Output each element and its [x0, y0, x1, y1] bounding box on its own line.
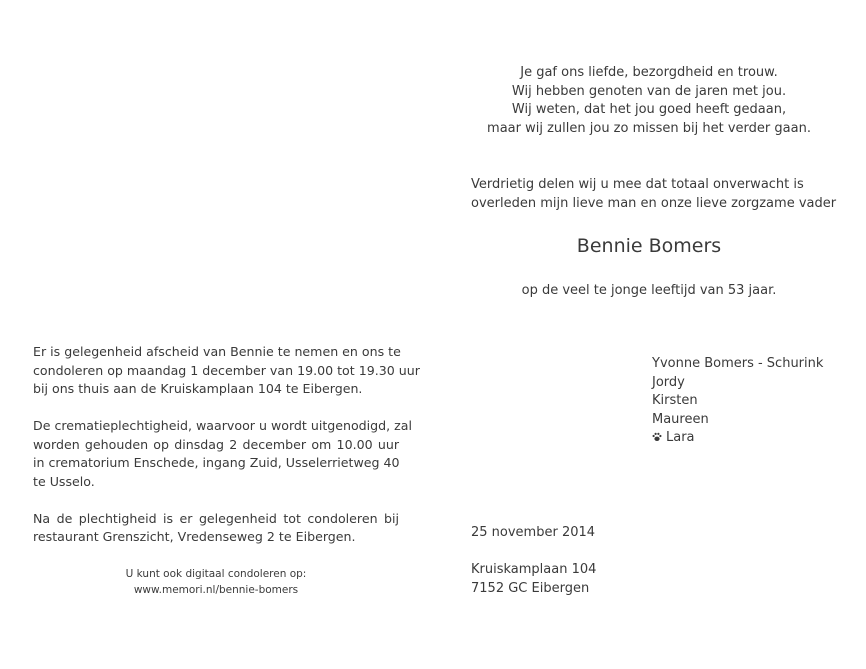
announcement-text: [471, 176, 851, 213]
visitation-paragraph: [33, 343, 420, 399]
announcement-line: overleden mijn lieve man en onze lieve zorgzame vader: [471, 195, 837, 211]
family-member: Maureen: [652, 411, 709, 427]
family-list: [652, 355, 862, 448]
paragraph-line: Na de plechtigheid is er gelegenheid tot condoleren bij: [33, 510, 399, 526]
family-member: Yvonne Bomers - Schurink: [652, 356, 824, 371]
paw-print-icon: [652, 432, 662, 442]
paragraph-line: worden gehouden op dinsdag 2 december om 10.00 uur: [33, 436, 399, 452]
family-member-pet: [652, 429, 862, 448]
card-date: 25 november 2014: [471, 525, 596, 540]
family-address: [471, 561, 596, 598]
family-member-name: Lara: [666, 430, 695, 445]
paragraph-line: te Usselo.: [33, 473, 95, 489]
age-line: op de veel te jonge leeftijd van 53 jaar.: [521, 283, 777, 298]
paragraph-line: De crematieplechtigheid, waarvoor u wordt uitgenodigd, zal: [33, 418, 412, 433]
announcement-line: Verdrietig delen wij u mee dat totaal onverwacht is: [471, 177, 804, 192]
address-postal-city: 7152 GC Eibergen: [471, 580, 590, 596]
paragraph-line: bij ons thuis aan de Kruiskamplaan 104 te Eibergen.: [33, 381, 363, 396]
poem-line: Wij hebben genoten van de jaren met jou.: [511, 83, 787, 99]
address-street: Kruiskamplaan 104: [471, 562, 597, 577]
poem-line: Je gaf ons liefde, bezorgdheid en trouw.: [520, 65, 778, 80]
paragraph-line: restaurant Grenszicht, Vredenseweg 2 te Eibergen.: [33, 529, 356, 544]
family-member: Jordy: [652, 374, 685, 390]
condolence-paragraph: [33, 510, 399, 547]
paragraph-line: in crematorium Enschede, ingang Zuid, Usselerrietweg 40: [33, 455, 400, 470]
paragraph-line: Er is gelegenheid afscheid van Bennie te nemen en ons te: [33, 344, 401, 359]
poem-line: Wij weten, dat het jou goed heeft gedaan,: [511, 102, 787, 117]
ceremony-info: [33, 343, 420, 565]
digital-condolence: [33, 567, 399, 598]
paragraph-line: condoleren op maandag 1 december van 19.00 tot 19.30 uur: [33, 362, 420, 378]
digital-condolence-intro: U kunt ook digitaal condoleren op:: [125, 568, 307, 580]
deceased-name: Bennie Bomers: [576, 235, 722, 257]
family-member: Kirsten: [652, 393, 698, 408]
cremation-paragraph: [33, 417, 412, 491]
condolence-url[interactable]: www.memori.nl/bennie-bomers: [133, 583, 299, 596]
poem-line: maar wij zullen jou zo missen bij het verder gaan.: [487, 120, 811, 136]
poem: [470, 64, 828, 138]
